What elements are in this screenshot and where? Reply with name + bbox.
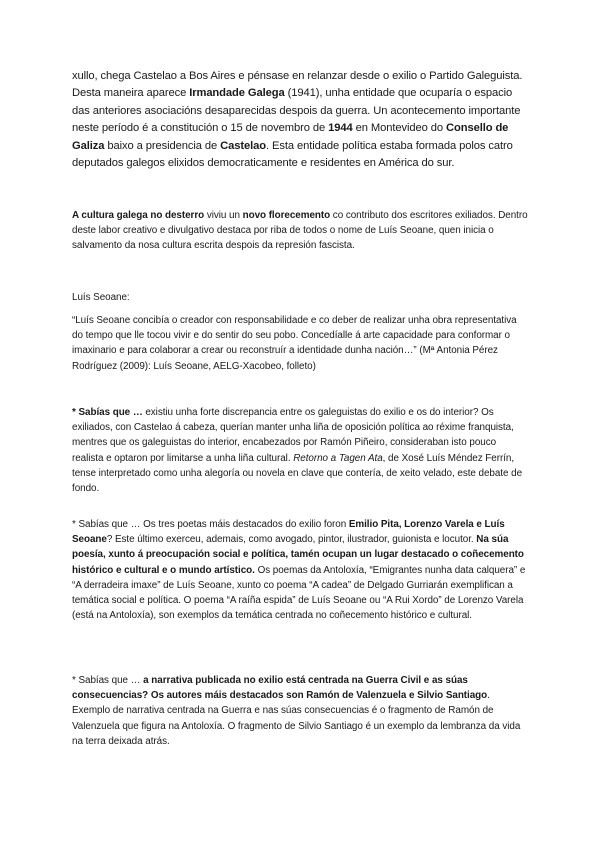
text-run: en Montevideo do xyxy=(352,122,446,135)
paragraph-galeguismo-exilio xyxy=(72,68,528,172)
text-run: . Exemplo de narrativa centrada na Guerra e nas súas consecuencias é o fragmento de Ramón de Valenzuela que figura na Antoloxía. O fragmento de Silvio Santiago é un exemplo da lembranza da vida na terra deixada atrás. xyxy=(72,690,521,747)
heading-luis-seoane: Luís Seoane: xyxy=(72,292,130,303)
text-run: (1941), unha entidade que ocuparía o espacio das anteriores asociacións desaparecidas despois da guerra. Un acontecemento importante neste período é a constitución o 15 de novembro de xyxy=(72,87,521,135)
text-run: * Sabías que … Os tres poetas máis destacados do exilio foron xyxy=(72,519,349,530)
bold-poets-names: Emilio Pita, Lorenzo Varela e Luís Seoane xyxy=(72,519,505,546)
bold-poesia-themes: Na súa poesía, xunto á preocupación social e política, tamén ocupan un lugar destacado o coñecemento histórico e cultural e o mundo artístico. xyxy=(72,534,524,576)
text-run: viviu un xyxy=(204,210,243,221)
bold-novo-florecemento: novo florecemento xyxy=(242,210,331,221)
text-run: . Esta entidade política estaba formada polos catro deputados galegos elixidos democraticamente e residentes en América do sur. xyxy=(72,139,513,170)
bold-consello-galiza: Consello de Galiza xyxy=(72,122,509,152)
bold-sabias-que: * Sabías que … xyxy=(72,407,143,418)
quote-text: “Luís Seoane concibía o creador con responsabilidade e co deber de realizar unha obra representativa do tempo que lle tocou vivir e do sentir do seu pobo. Concedíalle á arte capacidade para conformar o imaxinario e para colaborar a crear ou reconstruír a identidade dunha nación…” xyxy=(72,315,517,357)
bold-year: 1944 xyxy=(328,122,353,135)
paragraph-sabias-que-discrepancia xyxy=(72,405,528,496)
text-run: , de Xosé Luís Méndez Ferrín, tense interpretado como unha alegoría ou novela en clave que contería, de xeito velado, este debate de fondo. xyxy=(72,452,523,495)
paragraph-cultura-desterro xyxy=(72,208,528,254)
text-run: existiu unha forte discrepancia entre os galeguistas do exilio e os do interior? Os exiliados, con Castelao á cabeza, querían manter unha liña de oposición política ao réxime franquista, mentres que os galeguistas do interior, encabezados por Ramón Piñeiro, consideraban isto pouco realista e optaron por limitarse a unha liña cultural. xyxy=(72,407,514,464)
text-run: baixo a presidencia de xyxy=(104,139,221,152)
italic-book-title: Retorno a Tagen Ata xyxy=(293,452,383,464)
text-run: co contributo dos escritores exiliados. Dentro deste labor creativo e divulgativo destaca por riba de todos o nome de Luís Seoane, quen inicia o salvamento da nosa cultura escrita despois da represión fascista. xyxy=(72,210,528,252)
text-run: * Sabías que … xyxy=(72,675,144,686)
text-run: Os poemas da Antoloxía, “Emigrantes nunha data calquera” e “A derradeira imaxe” de Luís Seoane, xunto co poema “A cadea” de Delgado Gurriarán exemplifican a temática social e política. O poema “A raíña espida” de Luís Seoane ou “A Rui Xordo” de Lorenzo Varela (está na Antoloxía), son exemplos da temática centrada no coñecemento histórico e cultural. xyxy=(72,564,526,622)
bold-castelao: Castelao xyxy=(220,139,266,152)
bold-narrativa-exilio: a narrativa publicada no exilio está centrada na Guerra Civil e as súas consecuencias? Os autores máis destacados son Ramón de Valenzuela e Silvio Santiago xyxy=(72,675,488,702)
paragraph-quote-seoane xyxy=(72,313,528,374)
quote-source: (Mª Antonia Pérez Rodríguez (2009): Luís Seoane, AELG-Xacobeo, folleto) xyxy=(72,345,498,372)
paragraph-sabias-que-poetas xyxy=(72,517,528,623)
paragraph-sabias-que-narrativa xyxy=(72,673,528,749)
text-run: xullo, chega Castelao a Bos Aires e pénsase en relanzar desde o exilio o Partido Galeguista. Desta maneira aparece xyxy=(72,70,523,100)
text-run: ? Este último exerceu, ademais, como avogado, pintor, ilustrador, guionista e locutor. xyxy=(106,534,477,546)
bold-irmandade-galega: Irmandade Galega xyxy=(189,87,285,100)
bold-cultura-galega: A cultura galega no desterro xyxy=(72,210,205,221)
